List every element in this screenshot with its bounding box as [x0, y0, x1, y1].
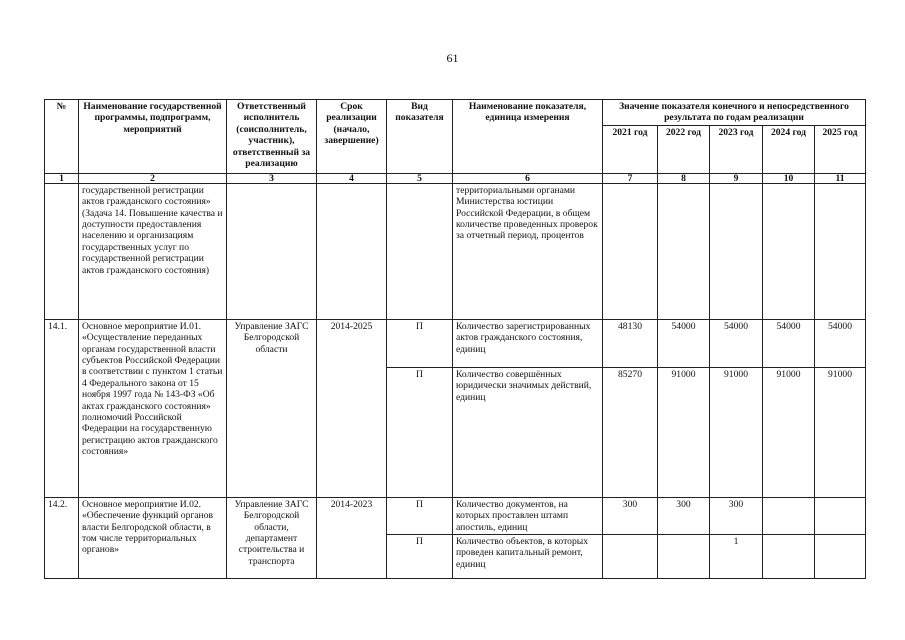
value-2023: 54000 [710, 319, 763, 367]
value-2022: 300 [658, 497, 710, 534]
value-2024: 91000 [763, 367, 815, 497]
header-col-type: Вид показателя [387, 100, 453, 174]
header-year: 2025 год [815, 125, 866, 173]
row-number: 14.2. [45, 497, 79, 578]
column-number: 5 [387, 173, 453, 183]
indicator-name: Количество зарегистрированных актов гражданского состояния, единиц [453, 319, 603, 367]
value-2025 [815, 497, 866, 534]
page-number: 61 [446, 51, 459, 65]
activity-name: Основное мероприятие И.01. «Осуществление переданных органам государственной власти субъектов Российской Федерации в соответствии с пунктом 1 статьи 4 Федерального закона от 15 ноября 1997 года № 143-ФЗ «Об актах гражданского состояния» полномочий Российской Федерации на государственную регистрацию актов гражданского состояния» [79, 319, 227, 497]
value-2022 [658, 535, 710, 579]
column-number: 8 [658, 173, 710, 183]
column-number: 4 [317, 173, 387, 183]
value-2022: 91000 [658, 367, 710, 497]
column-number: 3 [227, 173, 317, 183]
row-number: 14.1. [45, 319, 79, 497]
period: 2014-2023 [317, 497, 387, 578]
table-row [45, 497, 866, 534]
indicator-name-continued: территориальными органами Министерства юстиции Российской Федерации, в общем количестве проведенных проверок за отчетный период, процентов [453, 183, 603, 319]
column-number: 1 [45, 173, 79, 183]
header-year: 2024 год [763, 125, 815, 173]
column-number: 6 [453, 173, 603, 183]
program-name-continued: государственной регистрации актов гражданского состояния» (Задача 14. Повышение качества и доступности предоставления населению и организациям государственных услуг по государственной регистрации актов гражданского состояния) [79, 183, 227, 319]
indicator-name: Количество совершённых юридически значимых действий, единиц [453, 367, 603, 497]
value-2021: 85270 [603, 367, 658, 497]
indicator-type: П [387, 367, 453, 497]
table-row [45, 183, 866, 319]
header-row [45, 100, 866, 126]
indicator-type: П [387, 535, 453, 579]
executor: Управление ЗАГС Белгородской области, департамент строительства и транспорта [227, 497, 317, 578]
value-2025: 91000 [815, 367, 866, 497]
header-year: 2022 год [658, 125, 710, 173]
activity-name: Основное мероприятие И.02. «Обеспечение функций органов власти Белгородской области, в том числе территориальных органов» [79, 497, 227, 578]
column-number: 9 [710, 173, 763, 183]
indicator-type: П [387, 497, 453, 534]
value-2023: 1 [710, 535, 763, 579]
column-numbers-row [45, 173, 866, 183]
column-number: 10 [763, 173, 815, 183]
column-number: 11 [815, 173, 866, 183]
header-col-name: Наименование государственной программы, подпрограмм, мероприятий [79, 100, 227, 174]
value-2025 [815, 535, 866, 579]
value-2021: 300 [603, 497, 658, 534]
value-2025: 54000 [815, 319, 866, 367]
column-number: 7 [603, 173, 658, 183]
indicator-type: П [387, 319, 453, 367]
program-table [44, 99, 866, 579]
header-col-number: № [45, 100, 79, 174]
table-row [45, 319, 866, 367]
value-2024: 54000 [763, 319, 815, 367]
value-2021: 48130 [603, 319, 658, 367]
header-year: 2023 год [710, 125, 763, 173]
value-2024 [763, 497, 815, 534]
value-2024 [763, 535, 815, 579]
value-2022: 54000 [658, 319, 710, 367]
indicator-name: Количество объектов, в которых проведен капитальный ремонт, единиц [453, 535, 603, 579]
value-2023: 91000 [710, 367, 763, 497]
header-col-indicator: Наименование показателя, единица измерения [453, 100, 603, 174]
column-number: 2 [79, 173, 227, 183]
executor: Управление ЗАГС Белгородской области [227, 319, 317, 497]
value-2021 [603, 535, 658, 579]
header-year: 2021 год [603, 125, 658, 173]
header-col-values: Значение показателя конечного и непосредственного результата по годам реализации [603, 100, 866, 126]
header-col-executor: Ответственный исполнитель (соисполнитель, участник), ответственный за реализацию [227, 100, 317, 174]
value-2023: 300 [710, 497, 763, 534]
indicator-name: Количество документов, на которых проставлен штамп апостиль, единиц [453, 497, 603, 534]
period: 2014-2025 [317, 319, 387, 497]
header-col-period: Срок реализации (начало, завершение) [317, 100, 387, 174]
